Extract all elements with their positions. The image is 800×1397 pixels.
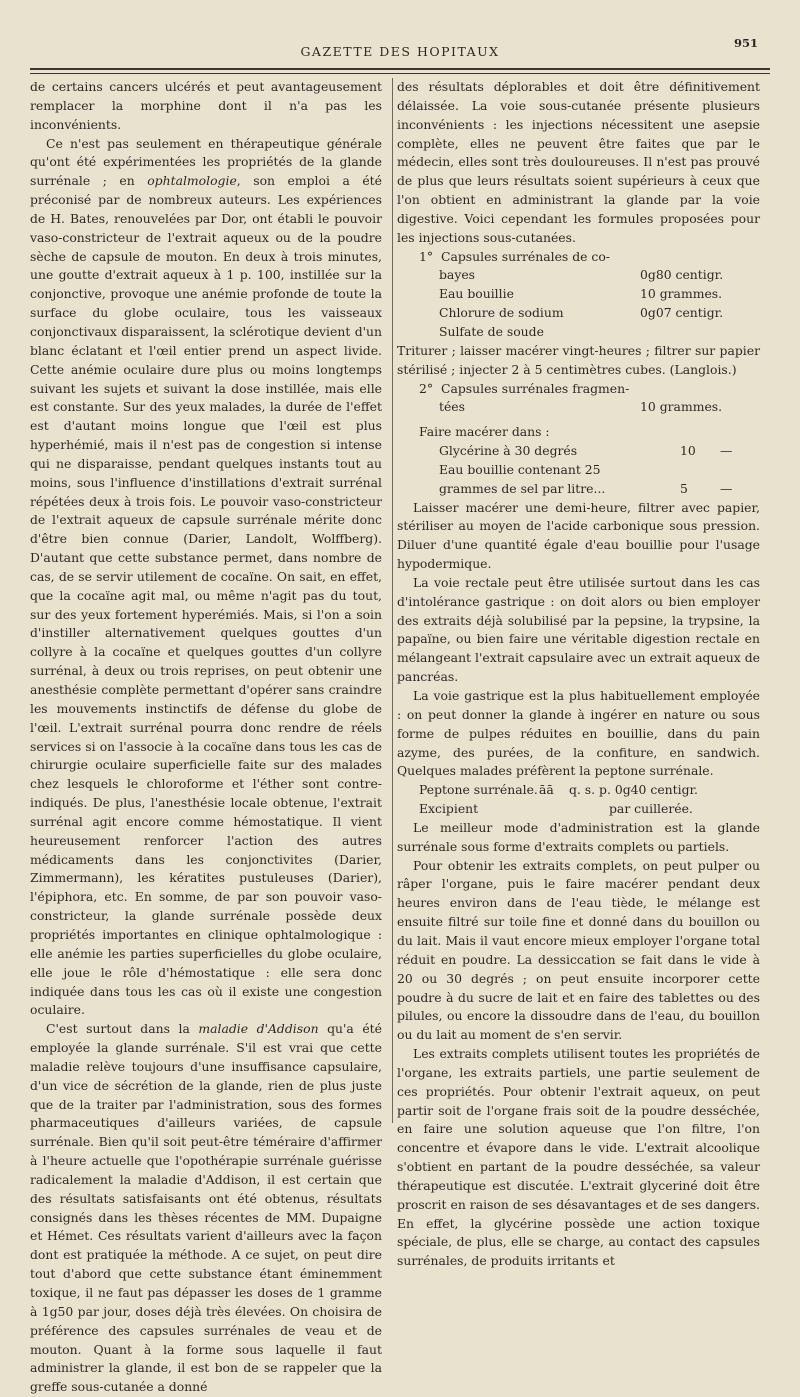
text-run: C'est surtout dans la — [46, 1021, 199, 1037]
formula-ingredient: tées — [439, 399, 466, 415]
paragraph — [30, 1020, 382, 1397]
page-number: 951 — [733, 36, 758, 50]
formula-dash: — — [720, 480, 733, 496]
formula-quantity: 5 — [680, 480, 688, 496]
formula-3 — [397, 781, 760, 819]
formula-2 — [397, 380, 760, 499]
paragraph: La voie gastrique est la plus habituellement employée : on peut donner la glande à ingérer en nature ou sous forme de pulpes réduites en bouillie, dans du pain azyme, des purées, de la confiture, en sandwich. Quelques malades préfèrent la peptone surrénale. — [397, 688, 760, 779]
formula-dash: — — [720, 443, 733, 459]
formula-ingredient: Glycérine à 30 degrés — [439, 443, 578, 459]
paragraph: Le meilleur mode d'administration est la glande surrénale sous forme d'extraits complets ou partiels. — [397, 819, 760, 854]
formula-ingredient: Sulfate de soude — [439, 323, 544, 339]
paragraph: de certains cancers ulcérés et peut avantageusement remplacer la morphine dont il n'a pas les inconvénients. — [30, 79, 382, 132]
paragraph: Les extraits complets utilisent toutes les propriétés de l'organe, les extraits partiels, une partie seulement de ces propriétés. Pour obtenir l'extrait aqueux, on peut partir soit de l'organe frais soit de la poudre desséchée, en faire une solution aqueuse que l'on filtre, l'on concentre et évapore dans le vide. L'extrait alcoolique s'obtient en partant de la poudre desséchée, sa valeur thérapeutique est discutée. L'extrait glyceriné doit être proscrit en raison de ses désavantages et de ses dangers. En effet, la glycérine possède une action toxique spéciale, de plus, elle se charge, au contact des capsules surrénales, de produits irritants et — [397, 1046, 760, 1269]
italic-term: maladie d'Addison — [198, 1021, 319, 1037]
formula-aa: āā — [539, 782, 554, 798]
header-rule-thin — [30, 73, 770, 74]
formula-quantity: 10 — [680, 443, 696, 459]
formula-number: 2° — [419, 380, 434, 396]
formula-number: 1° — [419, 248, 434, 264]
formula-1 — [397, 248, 760, 342]
formula-quantity: q. s. p. 0g40 centigr. — [569, 782, 698, 798]
page-header — [0, 36, 800, 66]
formula-ingredient: Excipient — [419, 801, 479, 817]
formula-ingredient: Peptone surrénale. — [419, 782, 538, 798]
formula-quantity: 0g80 centigr. — [640, 267, 724, 283]
column-divider — [392, 78, 393, 1123]
text-run: , son emploi a été préconisé par de nombreux auteurs. Les expériences de H. Bates, renouvelées par Dor, ont établi le pouvoir vaso-constricteur de l'extrait aqueux ou de la poudre sèche de capsule de mouton. En deux à trois minutes, une goutte d'extrait aqueux à 1 p. 100, instillée sur la conjonctive, provoque une anémie profonde de toute la surface du globe oculaire, tous les vaisseaux conjonctivaux disparaissent, la sclérotique devient d'un blanc éclatant et l'œil entier prend un aspect livide. Cette anémie oculaire dure plus ou moins longtemps suivant les sujets et suivant la dose instillée, mais elle est constante. Sur des yeux malades, la durée de l'effet est d'autant moins longue que l'œil est plus hyperhémié, mais il n'est pas de congestion si intense qui ne disparaisse, pendant quelques instants tout au moins, sous l'influence d'instillations d'extrait surrénal répétées deux à trois fois. Le pouvoir vaso-constricteur de l'extrait aqueux de capsule surrénale mérite donc d'être bien connue (Darier, Landolt, Wolffberg). D'autant que cette substance permet, dans nombre de cas, de se servir utilement de cocaïne. On sait, en effet, que la cocaïne agit mal, ou même n'agit pas du tout, sur des yeux fortement hyperémiés. Mais, si l'on a soin d'instiller alternativement quelques gouttes d'un collyre à la cocaïne et quelques gouttes d'un collyre surrénal, à deux ou trois reprises, on peut obtenir une anesthésie complète permettant d'opérer sans craindre les mouvements instinctifs de défense du globe de l'œil. L'extrait surrénal pourra donc rendre de réels services si on l'associe à la cocaïne dans tous les cas de chirurgie oculaire superficielle faite sur des malades chez lesquels le chloroforme et l'éther sont contre-indiqués. De plus, l'anesthésie locale obtenue, l'extrait surrénal agit encore comme hémostatique. Il vient heureusement renforcer l'action des autres médicaments dans les conjonctivites (Darier, Zimmermann), les kératites pustuleuses (Darier), l'épiphora, etc. En somme, de par son pouvoir vaso-constricteur, la glande surrénale possède deux propriétés importantes en clinique ophtalmologique : elle anémie les parties superficielles du globe oculaire, elle joue le rôle d'hémostatique : elle sera donc indiquée dans tous les cas où il existe une congestion oculaire. — [30, 173, 382, 1018]
formula-ingredient: Chlorure de sodium — [439, 305, 564, 321]
formula-ingredient: Eau bouillie contenant 25 — [439, 461, 601, 477]
formula-ingredient: Eau bouillie — [439, 286, 514, 302]
paragraph — [30, 135, 382, 1021]
left-column — [30, 78, 382, 1397]
text-run: qu'a été employée la glande surrénale. S'il est vrai que cette maladie relève toujours d'une insuffisance capsulaire, d'un vice de sécrétion de la glande, rien de plus juste que de la traiter par l'administration, sous des formes pharmaceutiques d'ailleurs variées, de capsule surrénale. Bien qu'il soit peut-être téméraire d'affirmer à l'heure actuelle que l'opothérapie surrénale guérisse radicalement la maladie d'Addison, il est certain que des résultats satisfaisants ont été obtenus, résultats consignés dans les thèses récentes de MM. Dupaigne et Hémet. Ces résultats varient d'ailleurs avec la façon dont est pratiquée la méthode. A ce sujet, on peut dire tout d'abord que cette substance étant éminemment toxique, il ne faut pas dépasser les doses de 1 gramme à 1g50 par jour, doses déjà très élevées. On choisira de préférence des capsules surrénales de veau et de mouton. Quant à la forme sous laquelle il faut administrer la glande, il est bon de se rappeler que la greffe sous-cutanée a donné — [30, 1021, 382, 1395]
text-run: Ce n'est pas seulement en thérapeutique générale qu'ont été expérimentées les propriétés de la glande surrénale ; en — [30, 135, 382, 189]
formula-ingredient: bayes — [439, 267, 476, 283]
formula-ingredient: grammes de sel par litre... — [439, 480, 606, 496]
formula-instruction: Faire macérer dans : — [419, 424, 550, 440]
formula-quantity: 0g07 centigr. — [640, 305, 724, 321]
paragraph: La voie rectale peut être utilisée surtout dans les cas d'intolérance gastrique : on doit alors ou bien employer des extraits déjà solubilisé par la pepsine, la trypsine, la papaïne, ou bien faire une véritable digestion rectale en mélangeant l'extrait capsulaire avec un extrait aqueux de pancréas. — [397, 574, 760, 685]
formula-ingredient: Capsules surrénales de co- — [441, 248, 610, 264]
paragraph: Laisser macérer une demi-heure, filtrer avec papier, stériliser au moyen de l'acide carbonique sous pression. Diluer d'une quantité égale d'eau bouillie pour l'usage hypodermique. — [397, 499, 760, 572]
formula-quantity: 10 grammes. — [640, 399, 723, 415]
paragraph: Pour obtenir les extraits complets, on peut pulper ou râper l'organe, puis le faire macérer pendant deux heures environ dans de l'eau tiède, le mélange est ensuite filtré sur toile fine et donné dans du bouillon ou du lait. Mais il vaut encore mieux employer l'organe total réduit en poudre. La dessiccation se fait dans le vide à 20 ou 30 degrés ; on peut ensuite incorporer cette poudre à du sucre de lait et en faire des tablettes ou des pilules, ou encore la dissoudre dans de l'eau, du bouillon ou du lait au moment de s'en servir. — [397, 857, 760, 1043]
running-title: GAZETTE DES HOPITAUX — [300, 44, 500, 59]
formula-quantity: par cuillerée. — [609, 801, 693, 817]
paragraph: Triturer ; laisser macérer vingt-heures ; filtrer sur papier stérilisé ; injecter 2 à 5 centimètres cubes. (Langlois.) — [397, 342, 760, 377]
header-rule-thick — [30, 68, 770, 70]
italic-term: ophtalmologie — [147, 173, 237, 189]
formula-quantity: 10 grammes. — [640, 286, 723, 302]
paragraph: des résultats déplorables et doit être définitivement délaissée. La voie sous-cutanée présente plusieurs inconvénients : les injections nécessitent une asepsie complète, elles ne peuvent être faites que par le médecin, elles sont très douloureuses. Il n'est pas prouvé de plus que leurs résultats soient supérieurs à ceux que l'on obtient en administrant la glande par la voie digestive. Voici cependant les formules proposées pour les injections sous-cutanées. — [397, 79, 760, 245]
formula-ingredient: Capsules surrénales fragmen- — [441, 380, 630, 396]
right-column — [397, 78, 760, 1271]
